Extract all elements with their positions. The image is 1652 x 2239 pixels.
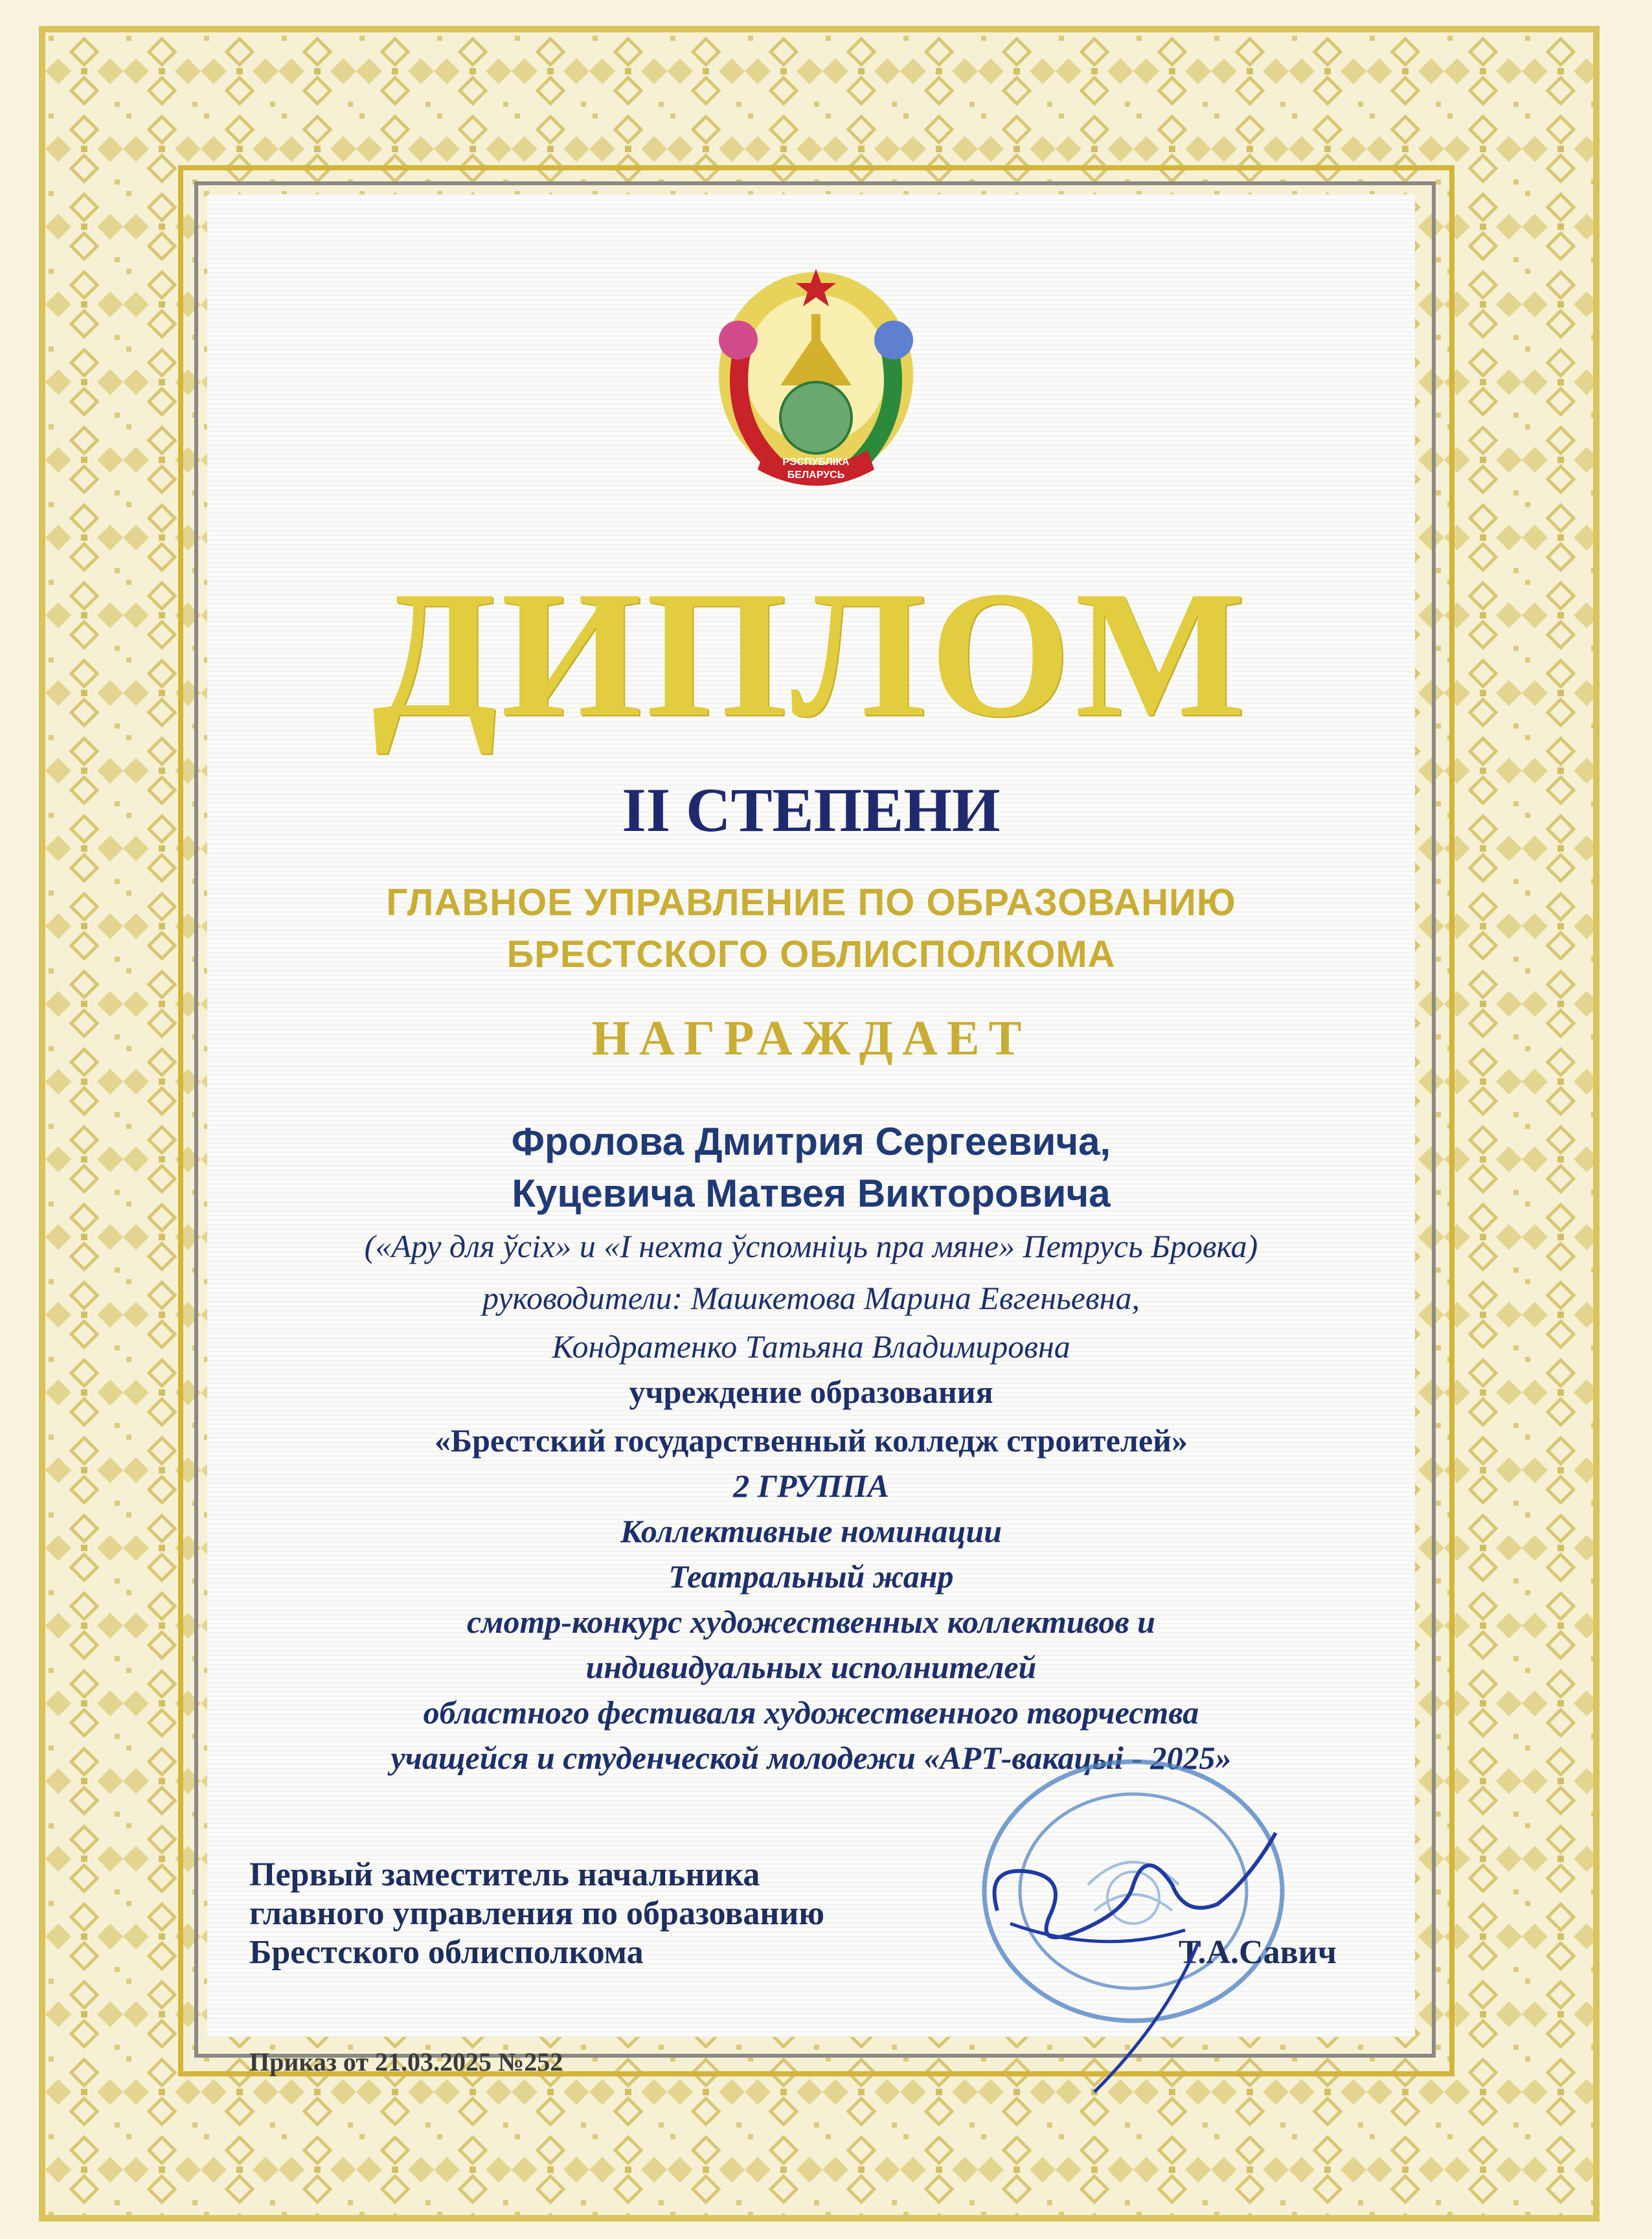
awards-heading: НАГРАЖДАЕТ — [591, 1011, 1031, 1065]
emblem-ribbon-text-1: РЭСПУБЛІКА — [782, 457, 850, 468]
signer-position-line-3: Брестского облисполкома — [249, 1934, 644, 1971]
handwritten-signature — [971, 1826, 1334, 2111]
certificate-title: ДИПЛОМ — [372, 553, 1250, 755]
signer-position-line-1: Первый заместитель начальника — [249, 1856, 760, 1893]
institution-name: «Брестский государственный колледж строителей» — [435, 1422, 1188, 1459]
state-emblem-icon — [703, 256, 929, 495]
group-label: 2 ГРУППА — [733, 1468, 889, 1504]
contest-line-2: индивидуальных исполнителей — [585, 1649, 1037, 1685]
recipient-name-2: Куцевича Матвея Викторовича — [512, 1172, 1111, 1215]
work-title: («Ару для ўсіх» и «І нехта ўспомніць пра мяне» Петрусь Бровка) — [364, 1228, 1258, 1264]
contest-line-1: смотр-конкурс художественных коллективов и — [467, 1604, 1155, 1640]
supervisors-line-2: Кондратенко Татьяна Владимировна — [552, 1328, 1070, 1365]
genre-label: Театральный жанр — [668, 1558, 954, 1595]
recipient-name-1: Фролова Дмитрия Сергеевича, — [511, 1120, 1111, 1163]
signer-position-line-2: главного управления по образованию — [249, 1895, 825, 1932]
festival-line-2: учащейся и студенческой молодежи «АРТ-вакацыі - 2025» — [390, 1740, 1232, 1776]
signer-name: Т.А.Савич — [1179, 1934, 1337, 1971]
order-reference: Приказ от 21.03.2025 №252 — [249, 2047, 563, 2076]
emblem-ribbon-text-2: БЕЛАРУСЬ — [787, 470, 845, 481]
organization-line-1: ГЛАВНОЕ УПРАВЛЕНИЕ ПО ОБРАЗОВАНИЮ — [386, 881, 1236, 924]
certificate-degree: II СТЕПЕНИ — [622, 775, 1001, 845]
institution-type: учреждение образования — [629, 1374, 993, 1410]
supervisors-line-1: руководители: Машкетова Марина Евгеньевна, — [482, 1280, 1140, 1316]
organization-line-2: БРЕСТСКОГО ОБЛИСПОЛКОМА — [506, 933, 1116, 975]
festival-line-1: областного фестиваля художественного творчества — [423, 1694, 1199, 1731]
nomination-label: Коллективные номинации — [620, 1513, 1002, 1549]
